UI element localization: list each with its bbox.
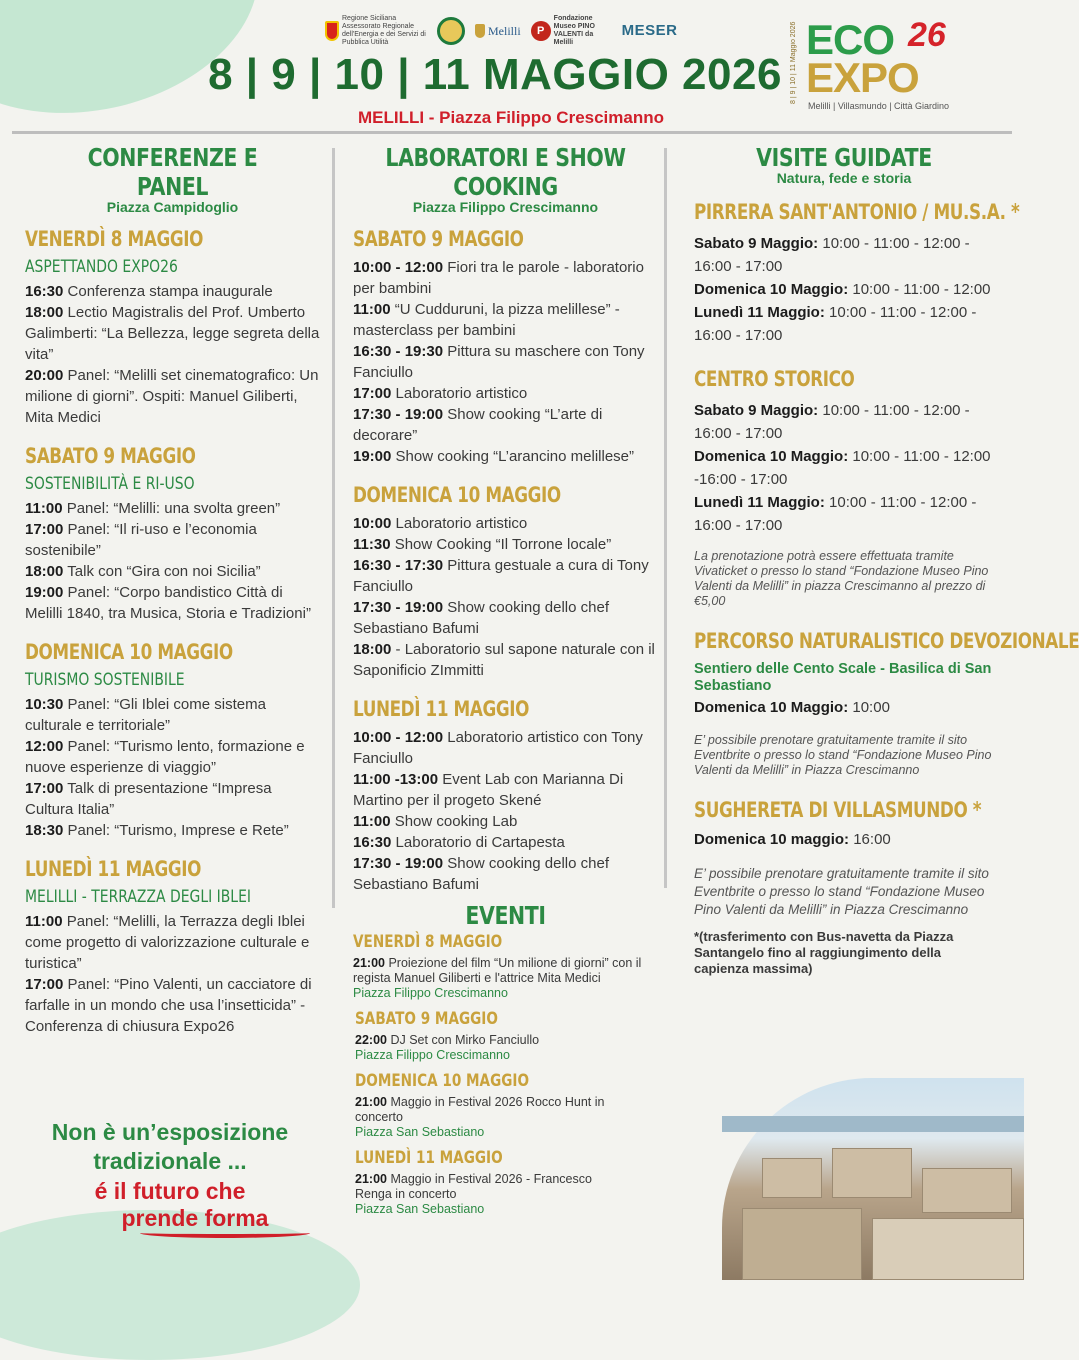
visit-row: Domenica 10 Maggio: 10:00 <box>694 699 890 716</box>
ecoexpo-vertical-dates: 8 | 9 | 10 | 11 Maggio 2026 <box>790 21 797 104</box>
column-laboratori <box>353 143 658 1217</box>
schedule-entry: 11:00 Panel: “Melilli: una svolta green” <box>25 500 281 517</box>
col1-day-title: SABATO 9 MAGGIO <box>25 444 196 468</box>
schedule-entry: 11:00 Panel: “Melilli, la Terrazza degli Iblei come progetto di valorizzazione culturale e turistica” <box>25 913 310 972</box>
ecoexpo-logo <box>790 18 990 113</box>
schedule-entry: 18:00 Talk con “Gira con noi Sicilia” <box>25 563 261 580</box>
eventi-block <box>353 932 658 1001</box>
photo-building <box>742 1208 862 1280</box>
col1-theme: ASPETTANDO EXPO26 <box>25 257 178 277</box>
schedule-entry: 10:00 - 12:00 Laboratorio artistico con Tony Fanciullo <box>353 729 643 767</box>
col2-title: LABORATORI E SHOW COOKING <box>385 143 626 201</box>
schedule-entry: 10:30 Panel: “Gli Iblei come sistema culturale e territoriale” <box>25 696 266 734</box>
fpv-icon: P <box>531 21 551 41</box>
visit-row: Domenica 10 Maggio: 10:00 - 11:00 - 12:00 <box>694 281 991 298</box>
melilli-logo <box>475 24 521 38</box>
pirrera-block <box>694 200 1020 347</box>
percorso-title: PERCORSO NATURALISTICO DEVOZIONALE <box>694 629 1079 653</box>
slogan-line-1: Non è un’esposizione <box>51 1119 289 1145</box>
slogan-line-2: tradizionale ... <box>93 1148 247 1174</box>
event-place: MELILLI - Piazza Filippo Crescimanno <box>357 108 665 127</box>
schedule-entry: 10:00 Laboratorio artistico <box>353 515 528 532</box>
ecoexpo-eco-text: ECO <box>806 16 895 63</box>
photo-building <box>872 1218 1024 1280</box>
meser-logo <box>621 22 678 39</box>
schedule-entry: 16:30 Conferenza stampa inaugurale <box>25 283 273 300</box>
schedule-entry: 16:30 Laboratorio di Cartapesta <box>353 834 565 851</box>
schedule-entry: 11:30 Show Cooking “Il Torrone locale” <box>353 536 612 553</box>
schedule-entry: 20:00 Panel: “Melilli set cinematografico: Un milione di giorni”. Ospiti: Manuel Giliberti, Mita Medici <box>25 367 319 426</box>
schedule-entry: 17:00 Panel: “Pino Valenti, un cacciatore di farfalle in un mondo che usa l’insetticida” - Conferenza di chiusura Expo26 <box>25 976 312 1035</box>
schedule-entry: 17:30 - 19:00 Show cooking dello chef Sebastiano Bafumi <box>353 855 609 893</box>
col1-day-block <box>25 857 320 1037</box>
schedule-entry: 17:30 - 19:00 Show cooking dello chef Sebastiano Bafumi <box>353 599 609 637</box>
eventi-place: Piazza Filippo Crescimanno <box>353 986 508 1000</box>
column-conferenze <box>25 143 320 1037</box>
schedule-entry: 11:00 -13:00 Event Lab con Marianna Di Martino per il progeto Skené <box>353 771 624 809</box>
visit-row: Lunedì 11 Maggio: 10:00 - 11:00 - 12:00 - 16:00 - 17:00 <box>694 304 977 344</box>
col1-day-title: VENERDÌ 8 MAGGIO <box>25 227 203 251</box>
col1-theme: MELILLI - TERRAZZA DEGLI IBLEI <box>25 887 251 907</box>
eventi-day-title: DOMENICA 10 MAGGIO <box>355 1071 530 1091</box>
centro-booking-note: La prenotazione potrà essere effettuata tramite Vivaticket o presso lo stand “Fondazione Museo Pino Valenti da Melilli” in piazza Crescimanno al prezzo di €5,00 <box>694 549 989 608</box>
centro-title: CENTRO STORICO <box>694 367 855 391</box>
eventi-entry: 21:00 Maggio in Festival 2026 - Francesco Renga in concerto <box>355 1172 592 1201</box>
col1-theme: SOSTENIBILITÀ E RI-USO <box>25 474 195 494</box>
schedule-entry: 19:00 Show cooking “L’arancino melillese” <box>353 448 634 465</box>
header-divider <box>12 131 1012 134</box>
column-divider-2 <box>664 148 667 888</box>
col1-day-block <box>25 227 320 428</box>
bus-footnote: *(trasferimento con Bus-navetta da Piazza Santangelo fino al raggiungimento della capienza massima) <box>694 929 954 976</box>
photo-sea <box>722 1116 1024 1132</box>
eventi-block <box>353 1148 628 1217</box>
event-dates: 8 | 9 | 10 | 11 MAGGIO 2026 <box>208 50 782 99</box>
eventi-block <box>353 1071 628 1140</box>
pirrera-title: PIRRERA SANT'ANTONIO / MU.S.A. * <box>694 200 1020 224</box>
col2-day-block <box>353 697 658 895</box>
eventi-day-title: VENERDÌ 8 MAGGIO <box>353 932 503 952</box>
schedule-entry: 12:00 Panel: “Turismo lento, formazione e nuove esperienze di viaggio” <box>25 738 305 776</box>
eventi-place: Piazza San Sebastiano <box>355 1202 485 1216</box>
round-emblem-icon <box>437 17 465 45</box>
col1-title: CONFERENZE E PANEL <box>87 143 258 201</box>
centro-block <box>694 367 994 609</box>
photo-building <box>832 1148 912 1198</box>
col1-theme: TURISMO SOSTENIBILE <box>25 670 185 690</box>
sughereta-block <box>694 798 994 977</box>
col1-day-block <box>25 640 320 841</box>
eventi-day-title: LUNEDÌ 11 MAGGIO <box>355 1148 503 1168</box>
schedule-entry: 16:30 - 19:30 Pittura su maschere con Tony Fanciullo <box>353 343 645 381</box>
schedule-entry: 18:00 - Laboratorio sul sapone naturale con il Saponificio ZImmitti <box>353 641 655 679</box>
sughereta-title: SUGHERETA DI VILLASMUNDO * <box>694 798 982 822</box>
col3-subtitle: Natura, fede e storia <box>776 170 912 186</box>
col1-day-block <box>25 444 320 624</box>
sponsor-logos <box>325 14 678 48</box>
col2-day-block <box>353 483 658 681</box>
schedule-entry: 17:00 Panel: “Il ri-uso e l’economia sostenibile” <box>25 521 257 559</box>
eventi-entry: 22:00 DJ Set con Mirko Fanciullo <box>355 1033 540 1047</box>
ecoexpo-locations: Melilli | Villasmundo | Città Giardino <box>808 101 950 111</box>
column-visite <box>694 143 1079 977</box>
schedule-entry: 18:30 Panel: “Turismo, Imprese e Rete” <box>25 822 289 839</box>
eventi-place: Piazza Filippo Crescimanno <box>355 1048 510 1062</box>
slogan-line-4: prende forma <box>121 1205 269 1231</box>
fondazione-logo <box>531 15 612 47</box>
slogan-line-3: é il futuro che <box>94 1178 246 1204</box>
fondazione-text: Fondazione Museo PINO VALENTI da Melilli <box>553 15 595 46</box>
visit-row: Domenica 10 maggio: 16:00 <box>694 831 891 848</box>
schedule-entry: 11:00 Show cooking Lab <box>353 813 518 830</box>
melilli-text: Melilli <box>488 24 521 38</box>
percorso-place: Sentiero delle Cento Scale - Basilica di San Sebastiano <box>694 661 992 694</box>
col1-subtitle: Piazza Campidoglio <box>106 199 239 215</box>
col2-subtitle: Piazza Filippo Crescimanno <box>412 199 599 215</box>
schedule-entry: 10:00 - 12:00 Fiori tra le parole - laboratorio per bambini <box>353 259 644 297</box>
eventi-day-title: SABATO 9 MAGGIO <box>355 1009 498 1029</box>
photo-building <box>762 1158 822 1198</box>
sughereta-booking-note: E’ possibile prenotare gratuitamente tramite il sito Eventbrite o presso lo stand “Fondazione Museo Pino Valenti da Melilli” in Piazza Crescimanno <box>694 866 989 917</box>
eventi-place: Piazza San Sebastiano <box>355 1125 485 1139</box>
schedule-entry: 17:00 Laboratorio artistico <box>353 385 528 402</box>
photo-building <box>922 1168 1012 1213</box>
ecoexpo-26-text: 26 <box>908 16 946 54</box>
schedule-entry: 11:00 “U Cudduruni, la pizza melillese” - masterclass per bambini <box>353 301 620 339</box>
col2-day-title: DOMENICA 10 MAGGIO <box>353 483 561 507</box>
percorso-block <box>694 629 1079 778</box>
col2-day-title: SABATO 9 MAGGIO <box>353 227 524 251</box>
ecoexpo-expo-text: EXPO <box>806 54 919 101</box>
eventi-entry: 21:00 Proiezione del film “Un milione di giorni” con il regista Manuel Giliberti e l'attrice Mita Medici <box>353 956 642 985</box>
eventi-block <box>353 1009 658 1063</box>
schedule-entry: 18:00 Lectio Magistralis del Prof. Umberto Galimberti: “La Bellezza, legge segreta della vita” <box>25 304 320 363</box>
visit-row: Lunedì 11 Maggio: 10:00 - 11:00 - 12:00 - 16:00 - 17:00 <box>694 494 977 534</box>
schedule-entry: 17:30 - 19:00 Show cooking “L’arte di decorare” <box>353 406 603 444</box>
eventi-title: EVENTI <box>465 901 546 930</box>
visit-row: Domenica 10 Maggio: 10:00 - 11:00 - 12:00 -16:00 - 17:00 <box>694 448 991 488</box>
visit-row: Sabato 9 Maggio: 10:00 - 11:00 - 12:00 - 16:00 - 17:00 <box>694 402 970 442</box>
regione-sicilia-text: Regione Siciliana Assessorato Regionale dell'Energia e dei Servizi di Pubblica Utilità <box>342 15 426 46</box>
col3-title: VISITE GUIDATE <box>756 143 932 172</box>
col2-day-title: LUNEDÌ 11 MAGGIO <box>353 697 529 721</box>
round-emblem-logo <box>437 17 465 45</box>
meser-text: MESER <box>621 22 678 39</box>
col1-day-title: LUNEDÌ 11 MAGGIO <box>25 857 201 881</box>
melilli-crest-icon <box>475 24 485 38</box>
percorso-booking-note: E’ possibile prenotare gratuitamente tramite il sito Eventbrite o presso lo stand “Fondazione Museo Pino Valenti da Melilli” in Piazza Crescimanno <box>694 733 992 777</box>
visit-row: Sabato 9 Maggio: 10:00 - 11:00 - 12:00 - 16:00 - 17:00 <box>694 235 970 275</box>
slogan-underline <box>140 1228 310 1238</box>
regione-sicilia-logo <box>325 15 427 47</box>
schedule-entry: 17:00 Talk di presentazione “Impresa Cultura Italia” <box>25 780 272 818</box>
schedule-entry: 16:30 - 17:30 Pittura gestuale a cura di Tony Fanciullo <box>353 557 649 595</box>
col1-day-title: DOMENICA 10 MAGGIO <box>25 640 233 664</box>
town-photo <box>722 1078 1024 1280</box>
footer-slogan <box>40 1118 300 1232</box>
eventi-entry: 21:00 Maggio in Festival 2026 Rocco Hunt in concerto <box>355 1095 605 1124</box>
schedule-entry: 19:00 Panel: “Corpo bandistico Città di Melilli 1840, tra Musica, Storia e Tradizioni” <box>25 584 311 622</box>
col2-day-block <box>353 227 658 467</box>
column-divider-1 <box>332 148 335 908</box>
regione-sicilia-shield-icon <box>325 21 339 41</box>
